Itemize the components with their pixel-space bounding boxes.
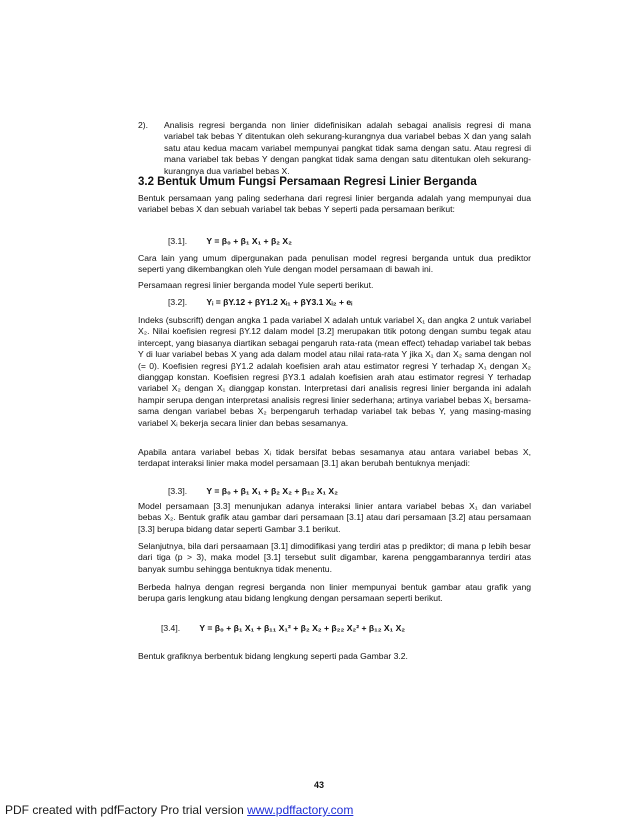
paragraph-4 xyxy=(138,315,531,429)
paragraph-text: Bentuk persamaan yang paling sederhana dari regresi linier berganda adalah yang mempunyai dua variabel bebas X dan sebuah variabel tak bebas Y seperti pada persamaan berikut: xyxy=(138,193,531,215)
paragraph-1 xyxy=(138,193,531,216)
paragraph-3 xyxy=(138,280,531,291)
equation-label: [3.3]. xyxy=(168,486,188,496)
paragraph-text: Bentuk grafiknya berbentuk bidang lengkung seperti pada Gambar 3.2. xyxy=(138,651,408,661)
equation-3-2 xyxy=(168,297,352,308)
equation-label: [3.1]. xyxy=(168,236,188,246)
footer-text: PDF created with pdfFactory Pro trial version xyxy=(5,803,248,817)
equation-text: Y = β₀ + β₁ X₁ + β₂ X₂ xyxy=(206,236,292,246)
paragraph-2 xyxy=(138,253,531,276)
paragraph-8 xyxy=(138,582,531,605)
list-item-number: 2). xyxy=(138,120,149,130)
section-heading: 3.2 Bentuk Umum Fungsi Persamaan Regresi Linier Berganda xyxy=(138,176,477,188)
paragraph-text: Indeks (subscrift) dengan angka 1 pada variabel X adalah untuk variabel X₁ dan angka 2 untuk variabel X₂. Nilai koefisien regresi βY.12 dalam model [3.2] merupakan titik potong dengan sumbu tegak atau intercept, yang biasanya diartikan sebagai pengaruh rata-rata (mean effect) tehadap variabel tak bebas Y di luar variabel bebas X yang ada dalam model atau nilai rata-rata Y jika X₁ dan X₂ sama dengan nol (= 0). Koefisien regresi βY1.2 adalah koefisien arah atau estimator regresi Y terhadap X₁ dengan X₂ dianggap konstan. Koefisien regresi βY3.1 adalah koefisien arah atau estimator regresi Y terhadap variabel X₂ dengan X₁ dianggap konstan. Interpretasi dari analisis regresi linier berganda ini adalah hampir serupa dengan interpretasi analisis regresi linier sederhana; artinya variabel bebas X₁ bersama-sama dengan variabel bebas X₂ berpengaruh terhadap variabel tak bebas Y, yang masing-masing variabel Xᵢ bekerja secara linier dan bebas sesamanya. xyxy=(138,315,531,428)
equation-text: Yᵢ = βY.12 + βY1.2 Xᵢ₁ + βY3.1 Xᵢ₂ + eᵢ xyxy=(206,297,353,307)
pdf-footer xyxy=(5,803,353,817)
equation-3-4 xyxy=(161,623,405,634)
equation-3-1 xyxy=(168,236,292,247)
equation-3-3 xyxy=(168,486,338,497)
page-number: 43 xyxy=(313,780,324,790)
paragraph-9 xyxy=(138,651,531,662)
equation-text: Y = β₀ + β₁ X₁ + β₂ X₂ + β₁₂ X₁ X₂ xyxy=(206,486,338,496)
paragraph-text: Selanjutnya, bila dari persaamaan [3.1] dimodifikasi yang terdiri atas p prediktor; di mana p lebih besar dari tiga (p > 3), maka model [3.1] tersebut sulit digambar, karena penggambarannya terdiri atas banyak sumbu sehingga bentuknya tidak menentu. xyxy=(138,541,531,574)
equation-text: Y = β₀ + β₁ X₁ + β₁₁ X₁² + β₂ X₂ + β₂₂ X₂² + β₁₂ X₁ X₂ xyxy=(199,623,406,633)
paragraph-6 xyxy=(138,501,531,535)
paragraph-7 xyxy=(138,541,531,575)
paragraph-text: Model persamaan [3.3] menunjukan adanya interaksi linier antara variabel bebas X₁ dan variabel bebas X₂. Bentuk grafik atau gambar dari persamaan [3.1] atau dari persamaan [3.2] atau persamaan [3.3] berupa bidang datar seperti Gambar 3.1 berikut. xyxy=(138,501,531,534)
paragraph-text: Cara lain yang umum dipergunakan pada penulisan model regresi berganda untuk dua prediktor seperti yang dikembangkan oleh Yule dengan model persamaan di bawah ini. xyxy=(138,253,531,275)
footer-link[interactable]: www.pdffactory.com xyxy=(247,803,354,817)
paragraph-text: Apabila antara variabel bebas Xᵢ tidak bersifat bebas sesamanya atau antara variabel bebas X, terdapat interaksi linier maka model persamaan [3.1] akan berubah bentuknya menjadi: xyxy=(138,447,531,469)
equation-label: [3.4]. xyxy=(161,623,181,633)
list-item-text: Analisis regresi berganda non linier didefinisikan adalah sebagai analisis regresi di mana variabel tak bebas Y ditentukan oleh sekurang-kurangnya dua variabel bebas X dan yang salah satu atau kedua macam variabel mempunyai pangkat tidak sama dengan satu. Atau regresi di mana variabel tak bebas Y dengan pangkat tidak sama dengan satu ditentukan oleh sekurang-kurangnya dua variabel bebas X. xyxy=(164,120,531,176)
paragraph-text: Persamaan regresi linier berganda model Yule seperti berikut. xyxy=(138,280,374,290)
paragraph-text: Berbeda halnya dengan regresi berganda non linier mempunyai bentuk gambar atau grafik yang berupa garis lengkung atau bidang lengkung dengan persamaan seperti berikut. xyxy=(138,582,531,604)
paragraph-5 xyxy=(138,447,531,470)
equation-label: [3.2]. xyxy=(168,297,188,307)
